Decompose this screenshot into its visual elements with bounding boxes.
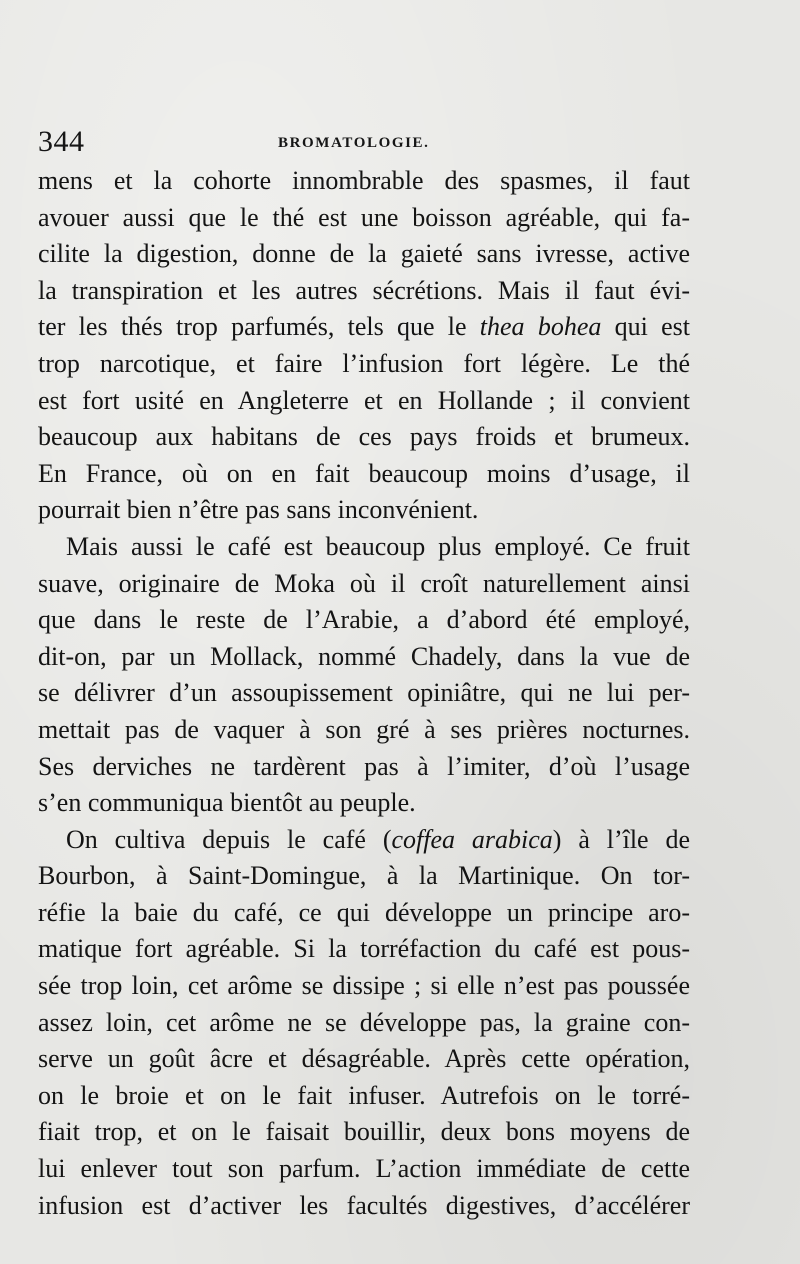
text-line: En France, où on en fait beaucoup moins d’usage, il (38, 458, 690, 488)
text-line: réfie la baie du café, ce qui développe un principe aro- (38, 897, 690, 927)
text-line: fiait trop, et on le faisait bouillir, deux bons moyens de (38, 1117, 690, 1147)
text-line: sée trop loin, cet arôme se dissipe ; si elle n’est pas poussée (38, 971, 690, 1001)
text-line: serve un goût âcre et désagréable. Après cette opération, (38, 1044, 690, 1074)
text-line (38, 309, 690, 346)
running-head: BROMATOLOGIE. (278, 135, 430, 151)
text-line: beaucoup aux habitans de ces pays froids et brumeux. (38, 422, 690, 452)
page-number: 344 (38, 125, 85, 158)
text-line: mens et la cohorte innombrable des spasmes, il faut (38, 166, 690, 195)
italic-term-thea-bohea: thea bohea (479, 312, 602, 342)
text-line: infusion est d’activer les facultés digestives, d’accélérer (38, 1190, 690, 1220)
text-line: trop narcotique, et faire l’infusion fort légère. Le thé (38, 348, 690, 378)
text-line: que dans le reste de l’Arabie, a d’abord été employé, (38, 605, 690, 635)
text-line: assez loin, cet arôme ne se développe pas, la graine con- (38, 1007, 690, 1037)
text-segment: On cultiva depuis le café ( (66, 824, 392, 854)
text-segment: ) à l’île de (552, 824, 691, 854)
text-segment: qui est (601, 312, 691, 342)
text-line: pourrait bien n’être pas sans inconvénient. (38, 495, 479, 525)
text-line: se délivrer d’un assoupissement opiniâtre, qui ne lui per- (38, 678, 690, 708)
text-line: la transpiration et les autres sécrétions. Mais il faut évi- (38, 275, 690, 305)
page-header (38, 125, 698, 165)
text-line: lui enlever tout son parfum. L’action immédiate de cette (38, 1154, 690, 1184)
text-line: est fort usité en Angleterre et en Hollande ; il convient (38, 385, 690, 415)
text-line: s’en communiqua bientôt au peuple. (38, 788, 416, 818)
italic-term-coffea-arabica: coffea arabica (391, 824, 553, 854)
text-line: on le broie et on le fait infuser. Autrefois on le torré- (38, 1080, 690, 1110)
text-line: avouer aussi que le thé est une boisson agréable, qui fa- (38, 202, 690, 232)
text-segment: ter les thés trop parfumés, tels que le (38, 312, 480, 342)
text-line: suave, originaire de Moka où il croît naturellement ainsi (38, 568, 690, 598)
text-line: dit-on, par un Mollack, nommé Chadely, dans la vue de (38, 641, 690, 671)
body-text (38, 163, 690, 1224)
text-line: Bourbon, à Saint-Domingue, à la Martinique. On tor- (38, 861, 690, 891)
text-line: Ses derviches ne tardèrent pas à l’imiter, d’où l’usage (38, 751, 690, 781)
text-line: matique fort agréable. Si la torréfaction du café est pous- (38, 934, 690, 964)
text-line: mettait pas de vaquer à son gré à ses prières nocturnes. (38, 714, 690, 744)
text-line: Mais aussi le café est beaucoup plus employé. Ce fruit (66, 531, 690, 561)
text-line: cilite la digestion, donne de la gaieté sans ivresse, active (38, 239, 690, 269)
text-line (38, 822, 690, 859)
